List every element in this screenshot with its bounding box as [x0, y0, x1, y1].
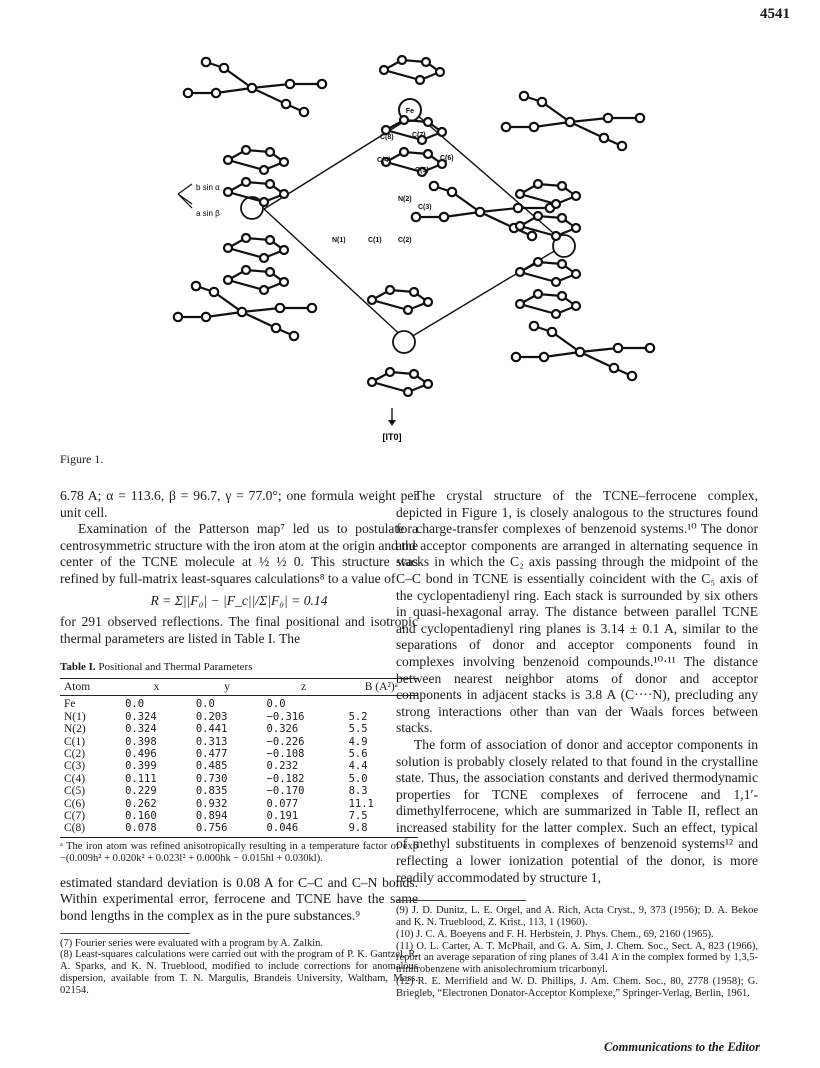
- table-cell: C(4): [64, 772, 86, 785]
- table-cell: C(8): [60, 822, 121, 837]
- footnote: (11) O. L. Carter, A. T. McPhail, and G. A. Sim, J. Chem. Soc., Sect. A, 823 (1966), report an average separation of ring planes of 3.41 A in the complex formed by 1,3,5-trinitrobenzene with anisolechromium tricarbonyl.: [396, 940, 758, 976]
- table-cell: Fe: [64, 698, 76, 711]
- paragraph: The form of association of donor and acceptor components in solution is probably closely related to that found in the crystalline state. Thus, the association constants and derived thermodynamic properties for TCNE complexes of ferrocene and 1,1′-dimethylferrocene, which are summarized in Table II, reflect an increased stability for the latter complex. Such an effect, typical of methyl substituents in complexes of benzenoid systems¹² and reflecting a lower ionization potential of the donor, is more readily accommodated by structure 1,: [396, 736, 758, 885]
- figure-caption: Figure 1.: [60, 452, 104, 466]
- table-cell: C(5): [64, 785, 86, 798]
- direction-label: [IT0]: [382, 432, 402, 442]
- table-row: [60, 760, 418, 772]
- table-header-cell: z: [263, 678, 345, 695]
- fe-label: Fe: [405, 108, 415, 115]
- table-cell: 4.9: [348, 735, 368, 748]
- r-factor-equation: R = Σ||F₀| − |F_c||/Σ|F₀| = 0.14: [150, 592, 328, 608]
- table-cell: 9.8: [345, 822, 418, 837]
- page-number: 4541: [760, 6, 790, 22]
- table-row: [60, 736, 418, 748]
- atom-label-c4: C(4): [377, 157, 391, 164]
- table-cell: 0.0: [125, 698, 145, 711]
- table-caption: Positional and Thermal Parameters: [98, 661, 253, 674]
- right-column: [396, 488, 758, 1000]
- paragraph: The crystal structure of the TCNE–ferrocene complex, depicted in Figure 1, is closely analogous to the structures found for charge-transfer complexes of benzenoid systems.¹⁰ The donor and acceptor components are arranged in alternating sequence in stacks in which the C₂ axis passing through the midpoint of the C–C bond in TCNE is essentially coincident with the C₅ axis of the cyclopentadienyl ring. Each stack is surrounded by six others in quasi-hexagonal array. The distance between parallel TCNE and cyclopentadienyl ring planes is 3.14 ± 0.1 A, similar to the separations of donor and acceptor components found in complexes involving benzenoid compounds.¹⁰·¹¹ The distance between nearest neighbor atoms of donor and acceptor components in adjacent stacks is 3.8 A (C····N), precluding any strong interactions other than van der Waals forces between stacks.: [396, 488, 758, 736]
- iron-site-bottom: [393, 331, 415, 353]
- table-cell: 0.262: [125, 797, 157, 810]
- section-footer: Communications to the Editor: [604, 1040, 760, 1054]
- table-cell: 0.0: [195, 698, 215, 711]
- table-cell: 0.232: [266, 760, 299, 773]
- table-cell: 0.485: [195, 760, 228, 773]
- table-cell: N(2): [64, 723, 86, 736]
- tcne-molecule: [502, 92, 644, 150]
- table-cell: 7.5: [348, 810, 368, 822]
- table-cell: C(2): [64, 747, 86, 760]
- table-cell: 0.078: [121, 822, 192, 837]
- tcne-molecule: [184, 58, 326, 116]
- paragraph: Examination of the Patterson map⁷ led us to postulate a centrosymmetric structure with the iron atom at the origin and the center of the TCNE molecule at ½ ½ 0. This structure was refined by full-matrix least-squares calculations⁸ to a value of: [60, 521, 418, 586]
- table-cell: −0.182: [266, 772, 305, 785]
- table-header-cell: Atom: [60, 678, 121, 695]
- table-cell: 11.1: [348, 797, 374, 810]
- table-cell: 5.5: [348, 723, 368, 736]
- table-label: Table I.: [60, 661, 96, 674]
- table-cell: 0.756: [192, 822, 263, 837]
- table-row: [60, 773, 418, 785]
- table-cell: 5.0: [348, 772, 368, 785]
- table-cell: 0.229: [125, 785, 157, 798]
- table-row: [60, 748, 418, 760]
- table-cell: −0.170: [266, 785, 305, 798]
- atom-label-c6: C(6): [440, 155, 454, 162]
- table-title: [60, 659, 418, 676]
- footnote: (12) R. E. Merrifield and W. D. Phillips, J. Am. Chem. Soc., 80, 2778 (1958); G. Briegleb, “Electronen Donator-Acceptor Komplexe,” Springer-Verlag, Berlin, 1961.: [396, 976, 758, 999]
- cyclopentadienyl-ring: [368, 286, 432, 314]
- paragraph: for 291 observed reflections. The final positional and isotropic thermal parameters are listed in Table I. The: [60, 614, 418, 646]
- tcne-molecule: [174, 282, 316, 340]
- cyclopentadienyl-ring: [380, 56, 444, 84]
- table-cell: 8.3: [348, 785, 368, 798]
- atom-label-n1: N(1): [332, 237, 346, 244]
- table-row: [60, 723, 418, 735]
- table-row: [60, 822, 418, 837]
- table-cell: C(6): [64, 797, 86, 810]
- table-header-cell: y: [192, 678, 263, 695]
- atom-label-c1: C(1): [368, 237, 382, 244]
- table-cell: 5.2: [348, 710, 368, 723]
- table-header-cell: x: [121, 678, 192, 695]
- ferrocene: [224, 234, 288, 294]
- table-cell: 0.111: [125, 772, 157, 785]
- table-row: [60, 696, 418, 711]
- atom-label-c3: C(3): [418, 204, 432, 211]
- table-row: [60, 798, 418, 810]
- atom-label-c5: C(5): [415, 167, 429, 174]
- left-footnotes: [60, 938, 418, 997]
- table-cell: 0.894: [195, 810, 228, 822]
- table-cell: 0.932: [195, 797, 228, 810]
- table-cell: 0.326: [266, 723, 299, 736]
- table-cell: 5.6: [348, 747, 368, 760]
- direction-arrow: [388, 408, 396, 426]
- table-cell: 0.399: [125, 760, 157, 773]
- table-row: [60, 785, 418, 797]
- table-cell: C(3): [64, 760, 86, 773]
- right-footnotes: [396, 905, 758, 999]
- left-column: [60, 488, 418, 997]
- table-cell: 0.313: [195, 735, 228, 748]
- table-cell: C(1): [64, 735, 86, 748]
- table-cell: 4.4: [348, 760, 368, 773]
- table-cell: 0.477: [195, 747, 228, 760]
- atom-label-c7: C(7): [412, 132, 426, 139]
- table-footnote: ᵃ The iron atom was refined anisotropically resulting in a temperature factor of exp −(0.009h² + 0.020k² + 0.023l² + 0.000hk − 0.015hl + 0.030kl).: [60, 840, 418, 864]
- table-cell: 0.046: [263, 822, 345, 837]
- ferrocene-labeled: [382, 116, 446, 176]
- table-cell: N(1): [64, 710, 86, 723]
- ferrocene: [516, 258, 580, 318]
- table-cell: 0.324: [125, 723, 157, 736]
- table-row: [60, 711, 418, 723]
- figure-1: [100, 44, 720, 464]
- table-cell: −0.226: [266, 735, 305, 748]
- paragraph: 6.78 A; α = 113.6, β = 96.7, γ = 77.0°; one formula weight per unit cell.: [60, 488, 418, 520]
- table-cell: 0.324: [125, 710, 157, 723]
- axis-label-b: b sin α: [196, 183, 220, 192]
- tcne-molecule-labeled: [412, 182, 554, 240]
- table-cell: 0.203: [195, 710, 228, 723]
- table-cell: 0.0: [266, 698, 286, 711]
- table-cell: 0.835: [195, 785, 228, 798]
- table-row: [60, 810, 418, 822]
- table-cell: 0.730: [195, 772, 228, 785]
- footnote-rule: [60, 933, 190, 934]
- paragraph: estimated standard deviation is 0.08 A for C–C and C–N bonds. Within experimental error, ferrocene and TCNE have the same bond lengths in the complex as in the pure substances.⁹: [60, 874, 418, 923]
- footnote: (10) J. C. A. Boeyens and F. H. Herbstein, J. Phys. Chem., 69, 2160 (1965).: [396, 928, 714, 940]
- tcne-molecule: [512, 322, 654, 380]
- table-cell: 0.160: [125, 810, 157, 822]
- crystal-structure-diagram: [100, 44, 720, 464]
- footnote: (7) Fourier series were evaluated with a program by A. Zalkin.: [60, 937, 323, 949]
- table-cell: 0.191: [266, 810, 299, 822]
- table-cell: 0.441: [195, 723, 228, 736]
- axis-label-a: a sin β: [196, 209, 220, 218]
- table-cell: 0.496: [125, 747, 157, 760]
- parameters-table: [60, 678, 418, 838]
- table-cell: 0.398: [125, 735, 157, 748]
- table-cell: −0.108: [266, 747, 305, 760]
- atom-label-c8: C(8): [380, 134, 394, 141]
- table-header-cell: B (A²)ᵃ: [345, 678, 418, 695]
- axis-indicator: [178, 184, 192, 208]
- footnote-rule: [396, 900, 526, 901]
- table-cell: C(7): [64, 810, 86, 822]
- atom-label-c2: C(2): [398, 237, 412, 244]
- cyclopentadienyl-ring: [368, 368, 432, 396]
- table-cell: −0.316: [266, 710, 305, 723]
- footnote: (8) Least-squares calculations were carried out with the program of P. K. Gantzel, R. A. Sparks, and K. N. Trueblood, modified to include corrections for anomalous dispersion, available from T. N. Margulis, Brandeis University, Waltham, Mass. 02154.: [60, 949, 418, 996]
- table-cell: 0.077: [266, 797, 299, 810]
- atom-label-n2: N(2): [398, 196, 412, 203]
- footnote: (9) J. D. Dunitz, L. E. Orgel, and A. Rich, Acta Cryst., 9, 373 (1956); D. A. Bekoe and K. N. Trueblood, Z. Krist., 113, 1 (1960).: [396, 905, 758, 929]
